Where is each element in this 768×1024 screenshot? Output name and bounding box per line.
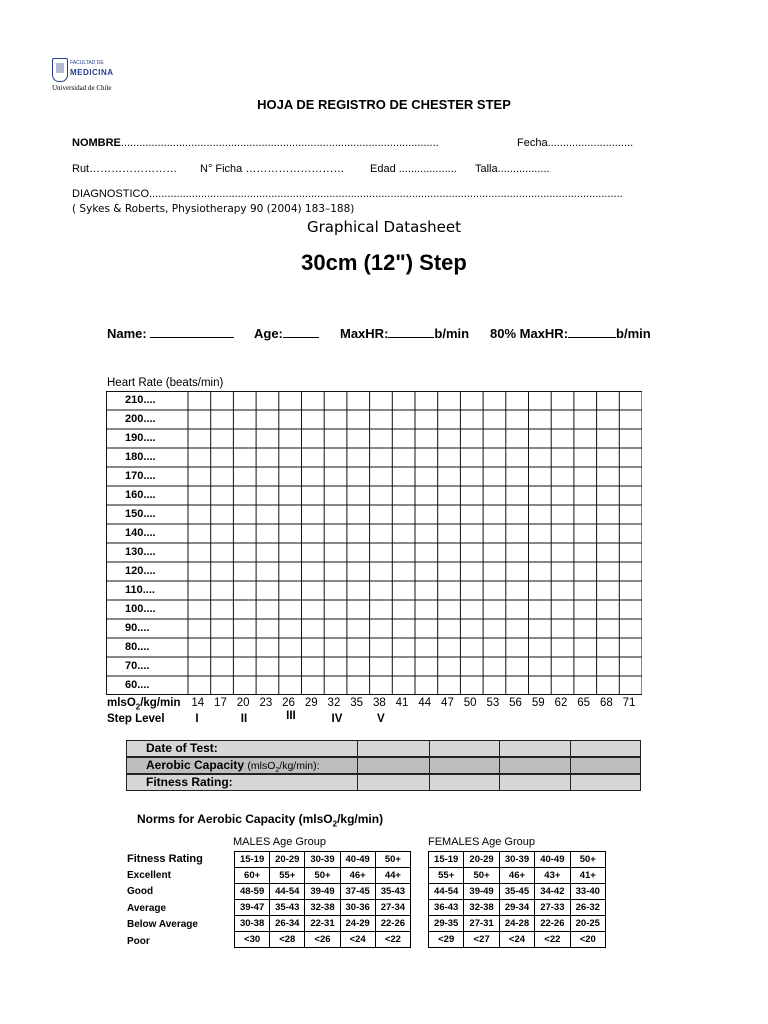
males-row bbox=[235, 868, 411, 884]
females-cell: 55+ bbox=[429, 868, 464, 884]
females-norms-table bbox=[428, 851, 606, 948]
females-age-header: 50+ bbox=[570, 852, 605, 868]
males-norms-table bbox=[234, 851, 411, 948]
fitness-rating-row-label: Below Average bbox=[127, 919, 198, 931]
females-cell: 41+ bbox=[570, 868, 605, 884]
females-cell: 46+ bbox=[499, 868, 534, 884]
fitness-cell-4[interactable] bbox=[570, 774, 641, 791]
females-cell: 35-45 bbox=[499, 884, 534, 900]
hr80-field[interactable] bbox=[490, 326, 651, 341]
y-tick-label: 150.... bbox=[125, 508, 156, 520]
x-tick-label: 68 bbox=[599, 697, 613, 709]
y-tick-label: 120.... bbox=[125, 565, 156, 577]
x-tick-label: 65 bbox=[577, 697, 591, 709]
aerobic-cell-2[interactable] bbox=[429, 757, 500, 774]
step-level-label: Step Level bbox=[107, 713, 165, 725]
males-age-header: 50+ bbox=[375, 852, 410, 868]
rut-field[interactable]: Rut…………………… bbox=[72, 163, 178, 175]
females-cell: 39-49 bbox=[464, 884, 499, 900]
males-cell: 22-31 bbox=[305, 916, 340, 932]
x-tick-label: 59 bbox=[531, 697, 545, 709]
record-row-fitness bbox=[126, 774, 641, 791]
y-tick-label: 180.... bbox=[125, 451, 156, 463]
males-cell: <30 bbox=[235, 932, 270, 948]
age-field[interactable] bbox=[254, 326, 319, 341]
aerobic-cell-4[interactable] bbox=[570, 757, 641, 774]
fitness-rating-header: Fitness Rating bbox=[127, 853, 203, 865]
females-cell: 29-34 bbox=[499, 900, 534, 916]
females-cell: 43+ bbox=[535, 868, 570, 884]
fecha-field[interactable]: Fecha............................ bbox=[517, 137, 634, 149]
females-row bbox=[429, 916, 606, 932]
males-cell: 39-49 bbox=[305, 884, 340, 900]
females-cell: 44-54 bbox=[429, 884, 464, 900]
y-tick-label: 100.... bbox=[125, 603, 156, 615]
females-cell: 34-42 bbox=[535, 884, 570, 900]
males-cell: 39-47 bbox=[235, 900, 270, 916]
talla-field[interactable]: Talla................. bbox=[475, 163, 550, 175]
aerobic-cell-1[interactable] bbox=[357, 757, 430, 774]
reference: ( Sykes & Roberts, Physiotherapy 90 (2004) 183–188) bbox=[72, 203, 355, 215]
y-tick-label: 200.... bbox=[125, 413, 156, 425]
x-tick-label: 20 bbox=[236, 697, 250, 709]
maxhr-unit: b/min bbox=[434, 326, 470, 341]
name-field[interactable] bbox=[107, 326, 234, 341]
x-tick-label: 53 bbox=[486, 697, 500, 709]
males-cell: <22 bbox=[375, 932, 410, 948]
fitness-cell-2[interactable] bbox=[429, 774, 500, 791]
y-tick-label: 140.... bbox=[125, 527, 156, 539]
males-cell: 35-43 bbox=[270, 900, 305, 916]
x-tick-label: 71 bbox=[622, 697, 636, 709]
fitness-rating-label: Fitness Rating: bbox=[146, 775, 233, 789]
y-tick-label: 190.... bbox=[125, 432, 156, 444]
maxhr-label: MaxHR: bbox=[340, 326, 389, 341]
females-row bbox=[429, 868, 606, 884]
nombre-dots: ........................................................................................................ bbox=[120, 137, 439, 149]
males-cell: 30-38 bbox=[235, 916, 270, 932]
test-record-table bbox=[126, 740, 641, 792]
females-cell: 22-26 bbox=[535, 916, 570, 932]
datasheet-title: Graphical Datasheet bbox=[306, 218, 462, 236]
y-tick-label: 70.... bbox=[125, 660, 150, 672]
x-axis-label-text: mlsO$_2$/kg/min bbox=[107, 697, 181, 712]
aerobic-cell-3[interactable] bbox=[499, 757, 571, 774]
y-tick-label: 80.... bbox=[125, 641, 150, 653]
females-cell: <27 bbox=[464, 932, 499, 948]
x-axis-label bbox=[107, 697, 180, 711]
y-tick-label: 60.... bbox=[125, 679, 150, 691]
females-cell: 27-31 bbox=[464, 916, 499, 932]
males-cell: 48-59 bbox=[235, 884, 270, 900]
aerobic-capacity-label: Aerobic Capacity (mlsO$_2$/kg/min): bbox=[146, 758, 320, 775]
males-row bbox=[235, 852, 411, 868]
heart-rate-grid[interactable] bbox=[106, 391, 642, 695]
x-tick-label: 23 bbox=[259, 697, 273, 709]
university-logo bbox=[52, 58, 122, 94]
grid-lines bbox=[106, 391, 642, 695]
age-label: Age: bbox=[254, 326, 283, 341]
x-tick-label: 14 bbox=[191, 697, 205, 709]
males-row bbox=[235, 900, 411, 916]
males-cell: <26 bbox=[305, 932, 340, 948]
males-row bbox=[235, 932, 411, 948]
females-cell: 26-32 bbox=[570, 900, 605, 916]
males-row bbox=[235, 916, 411, 932]
norms-title: Norms for Aerobic Capacity (mlsO$_2$/kg/min) bbox=[137, 812, 384, 829]
nombre-label: NOMBRE bbox=[72, 137, 121, 149]
diagnostico-field[interactable]: DIAGNOSTICO........................................................................................................................................................... bbox=[72, 188, 623, 200]
record-row-date bbox=[126, 740, 641, 757]
females-cell: 20-25 bbox=[570, 916, 605, 932]
x-tick-label: 44 bbox=[418, 697, 432, 709]
x-tick-label: 62 bbox=[554, 697, 568, 709]
maxhr-field[interactable] bbox=[340, 326, 469, 341]
females-cell: 32-38 bbox=[464, 900, 499, 916]
males-cell: 44-54 bbox=[270, 884, 305, 900]
fitness-rating-row-label: Excellent bbox=[127, 869, 171, 881]
females-row bbox=[429, 884, 606, 900]
hr80-label: 80% MaxHR: bbox=[490, 326, 569, 341]
females-cell: <20 bbox=[570, 932, 605, 948]
step-level-tick: III bbox=[286, 710, 296, 722]
females-row bbox=[429, 932, 606, 948]
males-cell: 30-36 bbox=[340, 900, 375, 916]
males-cell: 22-26 bbox=[375, 916, 410, 932]
name-label: Name: bbox=[107, 326, 147, 341]
y-tick-label: 210.... bbox=[125, 394, 156, 406]
y-tick-label: 170.... bbox=[125, 470, 156, 482]
step-level-tick: V bbox=[376, 713, 385, 725]
fitness-cell-1[interactable] bbox=[357, 774, 430, 791]
males-row bbox=[235, 884, 411, 900]
males-cell: <28 bbox=[270, 932, 305, 948]
fitness-rating-row-label: Poor bbox=[127, 936, 150, 947]
date-cell-3[interactable] bbox=[499, 740, 571, 757]
males-age-header: 40-49 bbox=[340, 852, 375, 868]
x-tick-label: 47 bbox=[441, 697, 454, 709]
record-row-aerobic bbox=[126, 757, 641, 774]
females-row bbox=[429, 900, 606, 916]
males-cell: 35-43 bbox=[375, 884, 410, 900]
males-cell: 37-45 bbox=[340, 884, 375, 900]
males-cell: 24-29 bbox=[340, 916, 375, 932]
females-cell: 24-28 bbox=[499, 916, 534, 932]
x-tick-label: 29 bbox=[304, 697, 318, 709]
females-cell: 27-33 bbox=[535, 900, 570, 916]
females-cell: <24 bbox=[499, 932, 534, 948]
edad-field[interactable]: Edad ................... bbox=[370, 163, 457, 175]
y-axis-label: Heart Rate (beats/min) bbox=[107, 377, 224, 389]
males-cell: <24 bbox=[340, 932, 375, 948]
hr80-unit: b/min bbox=[616, 326, 651, 341]
y-tick-label: 160.... bbox=[125, 489, 156, 501]
y-tick-label: 110.... bbox=[125, 584, 155, 596]
x-tick-label: 56 bbox=[509, 697, 522, 709]
step-title: 30cm (12") Step bbox=[301, 250, 467, 275]
y-tick-label: 130.... bbox=[125, 546, 156, 558]
females-age-header: 30-39 bbox=[499, 852, 534, 868]
males-cell: 26-34 bbox=[270, 916, 305, 932]
females-group-label: FEMALES Age Group bbox=[428, 836, 535, 848]
males-cell: 50+ bbox=[305, 868, 340, 884]
females-row bbox=[429, 852, 606, 868]
females-age-header: 20-29 bbox=[464, 852, 499, 868]
ficha-field[interactable]: N° Ficha ……………………… bbox=[200, 163, 345, 175]
fitness-rating-row-label: Average bbox=[127, 902, 167, 914]
step-level-tick: II bbox=[240, 713, 248, 725]
x-tick-label: 26 bbox=[282, 697, 295, 709]
x-tick-label: 38 bbox=[372, 697, 386, 709]
nombre-field[interactable] bbox=[72, 137, 439, 149]
crest-icon bbox=[52, 58, 68, 82]
logo-medicina: MEDICINA bbox=[70, 68, 114, 77]
females-age-header: 15-19 bbox=[429, 852, 464, 868]
date-cell-2[interactable] bbox=[429, 740, 500, 757]
females-cell: <29 bbox=[429, 932, 464, 948]
date-cell-1[interactable] bbox=[357, 740, 430, 757]
males-cell: 44+ bbox=[375, 868, 410, 884]
females-age-header: 40-49 bbox=[535, 852, 570, 868]
females-cell: 29-35 bbox=[429, 916, 464, 932]
y-tick-label: 90.... bbox=[125, 622, 150, 634]
x-tick-label: 35 bbox=[350, 697, 364, 709]
x-tick-label: 50 bbox=[463, 697, 477, 709]
females-cell: 33-40 bbox=[570, 884, 605, 900]
date-cell-4[interactable] bbox=[570, 740, 641, 757]
females-cell: <22 bbox=[535, 932, 570, 948]
x-tick-label: 32 bbox=[327, 697, 341, 709]
date-of-test-label: Date of Test: bbox=[146, 741, 218, 755]
fitness-rating-row-label: Good bbox=[127, 886, 154, 898]
step-level-tick: IV bbox=[331, 713, 343, 725]
females-cell: 36-43 bbox=[429, 900, 464, 916]
logo-faculty: FACULTAD DE bbox=[70, 60, 104, 66]
page-title: HOJA DE REGISTRO DE CHESTER STEP bbox=[257, 97, 511, 112]
males-cell: 46+ bbox=[340, 868, 375, 884]
males-group-label: MALES Age Group bbox=[233, 836, 326, 848]
step-level-tick: I bbox=[195, 713, 199, 725]
x-tick-label: 41 bbox=[395, 697, 409, 709]
males-age-header: 20-29 bbox=[270, 852, 305, 868]
males-cell: 60+ bbox=[235, 868, 270, 884]
males-cell: 55+ bbox=[270, 868, 305, 884]
fitness-cell-3[interactable] bbox=[499, 774, 571, 791]
males-age-header: 15-19 bbox=[235, 852, 270, 868]
males-age-header: 30-39 bbox=[305, 852, 340, 868]
females-cell: 50+ bbox=[464, 868, 499, 884]
x-tick-label: 17 bbox=[214, 697, 227, 709]
logo-university: Universidad de Chile bbox=[52, 84, 112, 92]
males-cell: 27-34 bbox=[375, 900, 410, 916]
males-cell: 32-38 bbox=[305, 900, 340, 916]
